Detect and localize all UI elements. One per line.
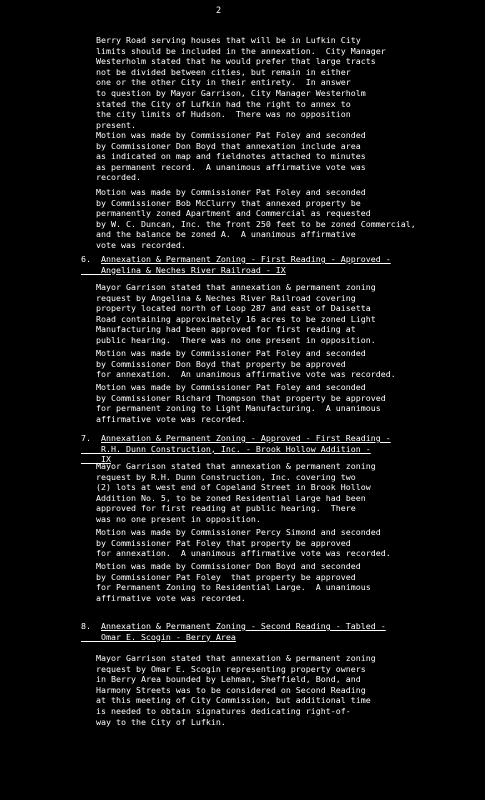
text-line: permanently zoned Apartment and Commercial as requested: [96, 208, 371, 219]
text-line: for annexation. A unanimous affirmative vote was recorded.: [96, 548, 391, 559]
text-line: Harmony Streets was to be considered on Second Reading: [96, 684, 366, 695]
heading-title: Annexation & Permanent Zoning - First Reading - Approved -: [100, 254, 391, 264]
text-line: Motion was made by Commissioner Pat Foley and seconded: [96, 348, 366, 358]
text-line: Mayor Garrison stated that annexation & permanent zoning: [96, 653, 376, 663]
text-line: by W. C. Duncan, Inc. the front 250 feet to be zoned Commercial,: [96, 218, 416, 229]
text-line: way to the City of Lufkin.: [96, 716, 226, 727]
text-line: request by Omar E. Scogin representing property owners: [96, 663, 366, 674]
text-line: one or the other City in their entirety. In answer: [96, 77, 351, 88]
minutes-paragraph: [96, 282, 436, 346]
text-line: present.: [96, 119, 136, 130]
text-line: Motion was made by Commissioner Percy Simond and seconded: [96, 527, 381, 537]
text-line: Mayor Garrison stated that annexation & permanent zoning: [96, 282, 376, 292]
minutes-paragraph: [96, 461, 436, 525]
text-line: vote was recorded.: [96, 239, 186, 250]
text-line: stated the City of Lufkin had the right to annex to: [96, 98, 351, 109]
text-line: as indicated on map and fieldnotes attached to minutes: [96, 151, 366, 162]
text-line: Motion was made by Commissioner Pat Foley and seconded: [96, 187, 366, 197]
text-line: not be divided between cities, but remain in either: [96, 66, 351, 77]
heading-line: IX: [81, 454, 111, 465]
text-line: as permanent record. A unanimous affirmative vote was: [96, 161, 366, 172]
text-line: in Berry Area bounded by Lehman, Sheffield, Bond, and: [96, 674, 361, 685]
minutes-paragraph: [96, 130, 436, 183]
heading-line: Omar E. Scogin - Berry Area: [81, 631, 236, 642]
agenda-item-heading: [81, 254, 436, 275]
text-line: to question by Mayor Garrison, City Manager Westerholm: [96, 87, 366, 98]
heading-line: R.H. Dunn Construction, Inc. - Brook Hollow Addition -: [81, 443, 371, 454]
heading-title: Annexation & Permanent Zoning - Approved - First Reading -: [100, 433, 391, 443]
text-line: by Commissioner Don Boyd that property be approved: [96, 358, 346, 369]
text-line: Road containing approximately 16 acres to be zoned Light: [96, 313, 376, 324]
text-line: request by Angelina & Neches River Railroad covering: [96, 292, 356, 303]
text-line: Motion was made by Commissioner Pat Foley and seconded: [96, 382, 366, 392]
text-line: by Commissioner Pat Foley that property be approved: [96, 537, 351, 548]
text-line: approved for first reading at public hearing. There: [96, 503, 356, 514]
text-line: Westerholm stated that he would prefer that large tracts: [96, 56, 376, 67]
heading-line: 8. Annexation & Permanent Zoning - Second Reading - Tabled -: [81, 621, 386, 631]
text-line: recorded.: [96, 172, 141, 183]
text-line: Addition No. 5, to be zoned Residential Large had been: [96, 492, 366, 503]
text-line: request by R.H. Dunn Construction, Inc. covering two: [96, 471, 356, 482]
text-line: affirmative vote was recorded.: [96, 592, 246, 603]
text-line: limits should be included in the annexation. City Manager: [96, 45, 386, 56]
text-line: affirmative vote was recorded.: [96, 413, 246, 424]
minutes-paragraph: [96, 348, 436, 380]
text-line: is needed to obtain signatures dedicating right-of-: [96, 705, 351, 716]
text-line: by Commissioner Richard Thompson that property be approved: [96, 392, 386, 403]
text-line: by Commissioner Bob McClurry that annexed property be: [96, 197, 361, 208]
text-line: Berry Road serving houses that will be in Lufkin City: [96, 35, 361, 45]
text-line: by Commissioner Don Boyd that annexation include area: [96, 140, 361, 151]
text-line: at this meeting of City Commission, but additional time: [96, 695, 371, 706]
text-line: (2) lots at west end of Copeland Street in Brook Hollow: [96, 482, 371, 493]
text-line: by Commissioner Pat Foley that property be approved: [96, 571, 356, 582]
text-line: for Permanent Zoning to Residential Large. A unanimous: [96, 582, 371, 593]
heading-line: Angelina & Neches River Railroad - IX: [81, 264, 286, 275]
text-line: property located north of Loop 287 and east of Daisetta: [96, 303, 371, 314]
minutes-paragraph: [96, 382, 436, 424]
text-line: Motion was made by Commissioner Don Boyd and seconded: [96, 561, 361, 571]
heading-line: 6. Annexation & Permanent Zoning - First Reading - Approved -: [81, 254, 391, 264]
text-line: and the balance be zoned A. A unanimous affirmative: [96, 229, 356, 240]
minutes-paragraph: [96, 527, 436, 559]
heading-title: Annexation & Permanent Zoning - Second Reading - Tabled -: [100, 621, 386, 631]
heading-line: 7. Annexation & Permanent Zoning - Approved - First Reading -: [81, 433, 391, 443]
text-line: for permanent zoning to Light Manufacturing. A unanimous: [96, 403, 381, 414]
minutes-paragraph: [96, 35, 436, 130]
agenda-item-heading: [81, 433, 436, 465]
text-line: public hearing. There was no one present in opposition.: [96, 334, 376, 345]
text-line: Mayor Garrison stated that annexation & permanent zoning: [96, 461, 376, 471]
page-number: 2: [216, 6, 222, 16]
text-line: for annexation. An unanimous affirmative vote was recorded.: [96, 369, 396, 380]
minutes-paragraph: [96, 187, 436, 251]
agenda-item-heading: [81, 621, 436, 642]
text-line: Manufacturing had been approved for first reading at: [96, 324, 356, 335]
text-line: the city limits of Hudson. There was no opposition: [96, 109, 351, 120]
text-line: Motion was made by Commissioner Pat Foley and seconded: [96, 130, 366, 140]
minutes-paragraph: [96, 653, 436, 727]
minutes-paragraph: [96, 561, 436, 603]
text-line: was no one present in opposition.: [96, 513, 261, 524]
